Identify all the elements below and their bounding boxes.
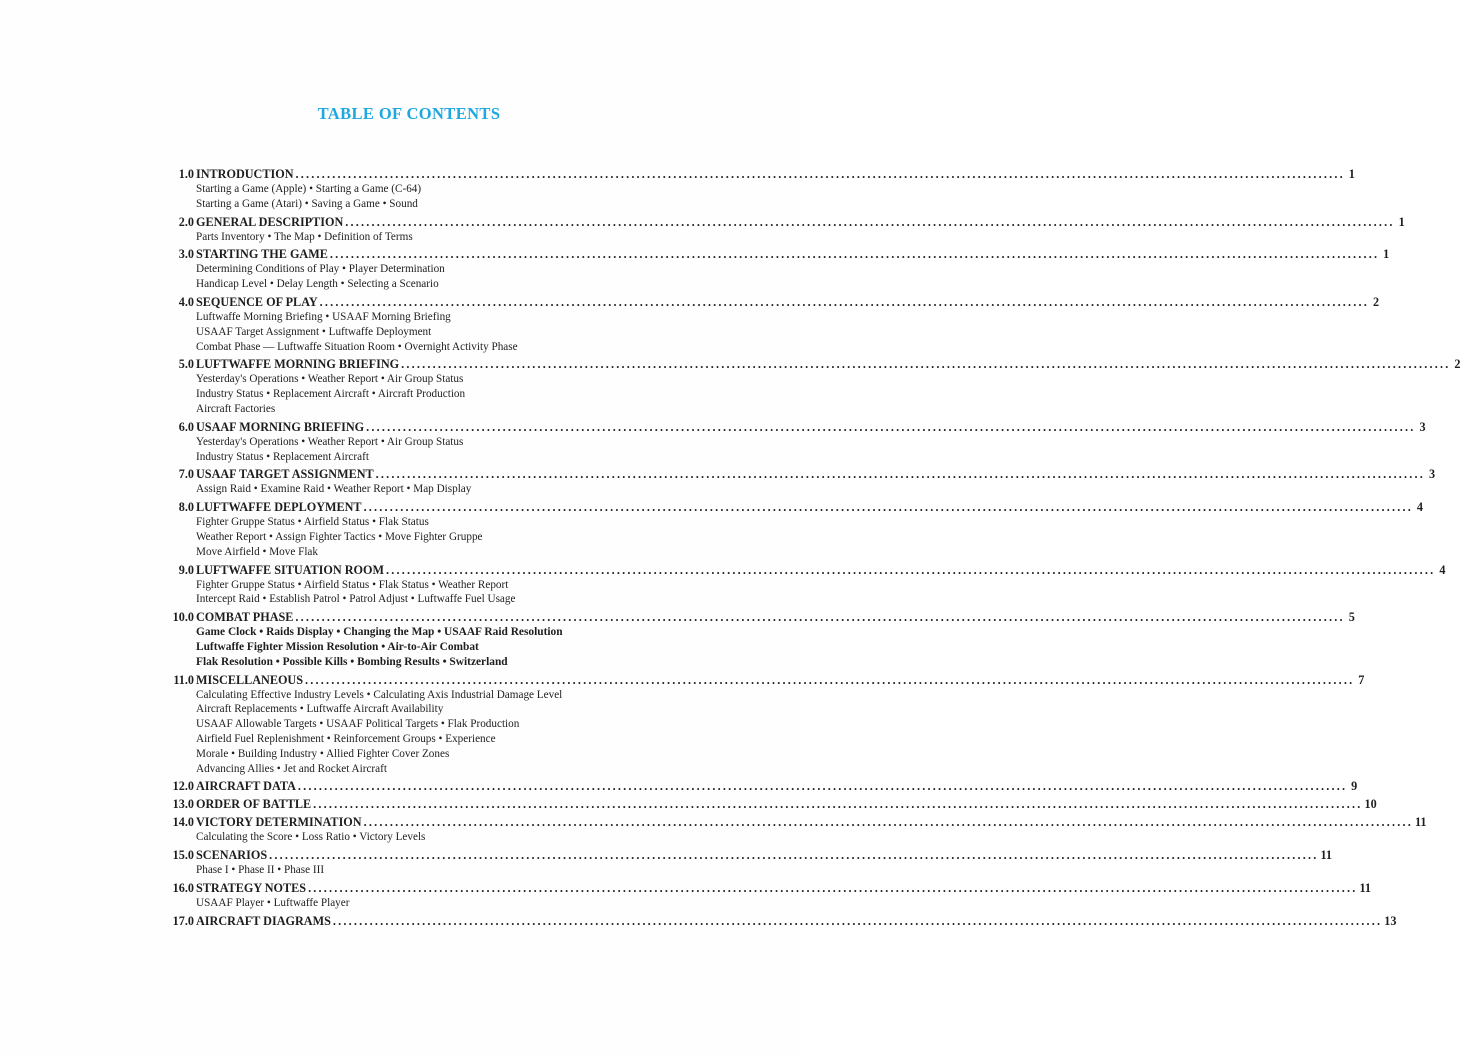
subtopic-line: Starting a Game (Apple) • Starting a Game (C-64) <box>196 183 422 195</box>
section-number: 9.0 <box>178 562 194 577</box>
subtopic-line: Airfield Fuel Replenishment • Reinforcement Groups • Experience <box>196 732 496 745</box>
dot-leader: ........................................................................................................................................................................................................ <box>319 294 1370 309</box>
page-number: 1 <box>1383 247 1390 262</box>
section-number: 1.0 <box>178 167 194 181</box>
toc-entry <box>160 814 1427 845</box>
subtopic-line: Aircraft Factories <box>196 402 276 415</box>
subtopic-line: Yesterday's Operations • Weather Report • Air Group Status <box>196 373 464 386</box>
section-title: SEQUENCE OF PLAY <box>196 294 318 309</box>
section-number: 6.0 <box>178 419 194 434</box>
toc-entry <box>160 562 1446 608</box>
subtopics <box>196 262 654 292</box>
toc-heading <box>160 166 1355 182</box>
section-number: 15.0 <box>172 848 194 863</box>
page-number: 11 <box>1359 880 1371 895</box>
subtopic-line: Industry Status • Replacement Aircraft <box>196 450 369 463</box>
toc-entry <box>160 499 1423 559</box>
dot-leader: ........................................................................................................................................................................................................ <box>297 779 1348 794</box>
toc-heading <box>160 880 1371 896</box>
toc-heading <box>160 778 1358 794</box>
subtopic-line: Advancing Allies • Jet and Rocket Aircraft <box>196 762 387 775</box>
section-title: USAAF MORNING BRIEFING <box>196 419 365 434</box>
subtopic-line: Starting a Game (Atari) • Saving a Game • Sound <box>196 197 418 210</box>
page-number: 13 <box>1384 913 1397 928</box>
section-number: 2.0 <box>178 214 194 229</box>
subtopics <box>196 182 654 212</box>
subtopic-line: Calculating Effective Industry Levels • Calculating Axis Industrial Damage Level <box>196 688 563 701</box>
section-title: ORDER OF BATTLE <box>196 797 312 812</box>
subtopic-line: Assign Raid • Examine Raid • Weather Report • Map Display <box>196 483 472 496</box>
toc-heading <box>160 294 1380 310</box>
dot-leader: ........................................................................................................................................................................................................ <box>332 913 1383 928</box>
subtopic-line: USAAF Player • Luftwaffe Player <box>196 896 350 909</box>
section-title: GENERAL DESCRIPTION <box>196 214 344 229</box>
section-number: 11.0 <box>173 672 194 687</box>
section-title: LUFTWAFFE SITUATION ROOM <box>196 562 385 577</box>
dot-leader: ........................................................................................................................................................................................................ <box>375 467 1426 482</box>
dot-leader: ........................................................................................................................................................................................................ <box>345 214 1395 229</box>
section-number: 4.0 <box>178 294 194 309</box>
subtopic-line: Handicap Level • Delay Length • Selecting a Scenario <box>196 278 439 291</box>
toc-entry <box>160 778 1358 794</box>
toc-heading <box>160 847 1333 863</box>
dot-leader: ........................................................................................................................................................................................................ <box>269 848 1319 863</box>
toc-entry <box>160 294 1380 354</box>
subtopic-line: Move Airfield • Move Flak <box>196 545 318 558</box>
toc-entry <box>160 672 1365 777</box>
page-number: 3 <box>1419 419 1426 434</box>
toc-heading <box>160 466 1436 482</box>
toc-entry <box>160 356 1461 416</box>
toc-heading <box>160 796 1377 812</box>
page-number: 3 <box>1428 467 1436 482</box>
toc-entry <box>160 466 1436 497</box>
page-number: 2 <box>1454 357 1461 372</box>
toc-entry <box>160 214 1405 245</box>
toc-heading <box>160 562 1446 578</box>
dot-leader: ........................................................................................................................................................................................................ <box>305 672 1355 687</box>
toc-heading <box>160 913 1397 929</box>
page-number: 5 <box>1348 610 1355 625</box>
dot-leader: ........................................................................................................................................................................................................ <box>329 247 1380 262</box>
page-number: 4 <box>1416 500 1423 515</box>
section-title: SCENARIOS <box>196 848 268 863</box>
subtopic-line: Flak Resolution • Possible Kills • Bombing Results • Switzerland <box>196 655 508 668</box>
dot-leader: ........................................................................................................................................................................................................ <box>295 167 1345 181</box>
subtopic-line: Phase I • Phase II • Phase III <box>196 864 325 877</box>
section-number: 13.0 <box>172 797 194 812</box>
subtopic-line: Weather Report • Assign Fighter Tactics • Move Fighter Gruppe <box>196 530 483 543</box>
subtopic-line: Intercept Raid • Establish Patrol • Patrol Adjust • Luftwaffe Fuel Usage <box>196 593 516 606</box>
toc-entry <box>160 913 1397 929</box>
page-number: 2 <box>1372 294 1380 309</box>
dot-leader: ........................................................................................................................................................................................................ <box>308 880 1358 895</box>
dot-leader: ........................................................................................................................................................................................................ <box>366 419 1416 434</box>
page-number: 9 <box>1351 779 1358 794</box>
section-number: 7.0 <box>178 467 194 482</box>
section-title: AIRCRAFT DIAGRAMS <box>196 913 331 928</box>
subtopic-line: Yesterday's Operations • Weather Report • Air Group Status <box>196 435 464 448</box>
subtopics <box>196 230 654 245</box>
page-number: 11 <box>1414 815 1427 830</box>
subtopics <box>196 578 654 608</box>
toc-heading <box>160 814 1427 830</box>
section-title: LUFTWAFFE DEPLOYMENT <box>196 500 362 515</box>
section-number: 3.0 <box>178 247 194 262</box>
dot-leader: ........................................................................................................................................................................................................ <box>401 357 1451 372</box>
section-title: STRATEGY NOTES <box>196 880 307 895</box>
subtopic-line: USAAF Target Assignment • Luftwaffe Deployment <box>196 325 432 338</box>
section-number: 5.0 <box>178 357 194 372</box>
subtopics <box>196 688 654 777</box>
subtopics <box>196 625 654 669</box>
toc-heading <box>160 246 1390 262</box>
section-number: 16.0 <box>172 880 194 895</box>
toc-entry <box>160 246 1390 292</box>
toc-heading <box>160 609 1355 625</box>
subtopic-line: Luftwaffe Morning Briefing • USAAF Morning Briefing <box>196 310 451 323</box>
dot-leader: ........................................................................................................................................................................................................ <box>386 562 1436 577</box>
section-number: 8.0 <box>178 500 194 515</box>
subtopics <box>196 435 654 465</box>
subtopic-line: Calculating the Score • Loss Ratio • Victory Levels <box>196 831 426 844</box>
section-number: 17.0 <box>172 913 194 928</box>
page-number: 7 <box>1358 672 1365 687</box>
subtopics <box>196 896 654 911</box>
section-number: 10.0 <box>172 610 194 625</box>
subtopic-line: Fighter Gruppe Status • Airfield Status • Flak Status <box>196 516 429 529</box>
toc-entry <box>160 880 1371 911</box>
table-of-contents <box>160 166 1461 931</box>
subtopic-line: Game Clock • Raids Display • Changing the Map • USAAF Raid Resolution <box>196 626 563 639</box>
subtopics <box>196 515 654 559</box>
subtopics <box>196 863 654 878</box>
subtopics <box>196 372 654 416</box>
dot-leader: ........................................................................................................................................................................................................ <box>363 500 1413 515</box>
subtopic-line: Luftwaffe Fighter Mission Resolution • Air-to-Air Combat <box>196 640 479 653</box>
subtopics <box>196 482 654 497</box>
subtopics <box>196 310 654 354</box>
page-number: 4 <box>1439 562 1446 577</box>
toc-heading <box>160 214 1405 230</box>
subtopic-line: Morale • Building Industry • Allied Fighter Cover Zones <box>196 747 450 760</box>
toc-entry <box>160 609 1355 669</box>
section-title: COMBAT PHASE <box>196 610 294 625</box>
page-number: 1 <box>1398 214 1405 229</box>
subtopic-line: Combat Phase — Luftwaffe Situation Room • Overnight Activity Phase <box>196 340 518 353</box>
subtopic-line: Determining Conditions of Play • Player Determination <box>196 263 445 276</box>
subtopic-line: Industry Status • Replacement Aircraft • Aircraft Production <box>196 388 466 401</box>
toc-heading <box>160 356 1461 372</box>
section-title: INTRODUCTION <box>196 167 294 181</box>
dot-leader: ........................................................................................................................................................................................................ <box>313 797 1363 812</box>
subtopics <box>196 830 654 845</box>
page-title: TABLE OF CONTENTS <box>317 104 501 123</box>
section-title: USAAF TARGET ASSIGNMENT <box>196 467 374 482</box>
toc-heading <box>160 672 1365 688</box>
section-title: VICTORY DETERMINATION <box>196 815 362 830</box>
toc-heading <box>160 499 1423 515</box>
section-title: LUFTWAFFE MORNING BRIEFING <box>196 357 400 372</box>
toc-entry <box>160 847 1333 878</box>
subtopic-line: Aircraft Replacements • Luftwaffe Aircraft Availability <box>196 703 444 716</box>
page-number: 1 <box>1348 167 1355 181</box>
dot-leader: ........................................................................................................................................................................................................ <box>295 610 1345 625</box>
section-title: MISCELLANEOUS <box>196 672 304 687</box>
toc-heading <box>160 419 1426 435</box>
section-title: STARTING THE GAME <box>196 247 328 262</box>
section-title: AIRCRAFT DATA <box>196 779 296 794</box>
section-number: 12.0 <box>172 779 194 794</box>
subtopic-line: USAAF Allowable Targets • USAAF Political Targets • Flak Production <box>196 718 520 731</box>
toc-entry <box>160 419 1426 465</box>
subtopic-line: Fighter Gruppe Status • Airfield Status • Flak Status • Weather Report <box>196 578 509 591</box>
toc-entry <box>160 796 1377 812</box>
page-number: 10 <box>1364 797 1377 812</box>
dot-leader: ........................................................................................................................................................................................................ <box>363 815 1413 830</box>
subtopic-line: Parts Inventory • The Map • Definition of Terms <box>196 230 413 243</box>
toc-entry <box>160 166 1355 212</box>
section-number: 14.0 <box>172 815 194 830</box>
page-number: 11 <box>1320 848 1333 863</box>
